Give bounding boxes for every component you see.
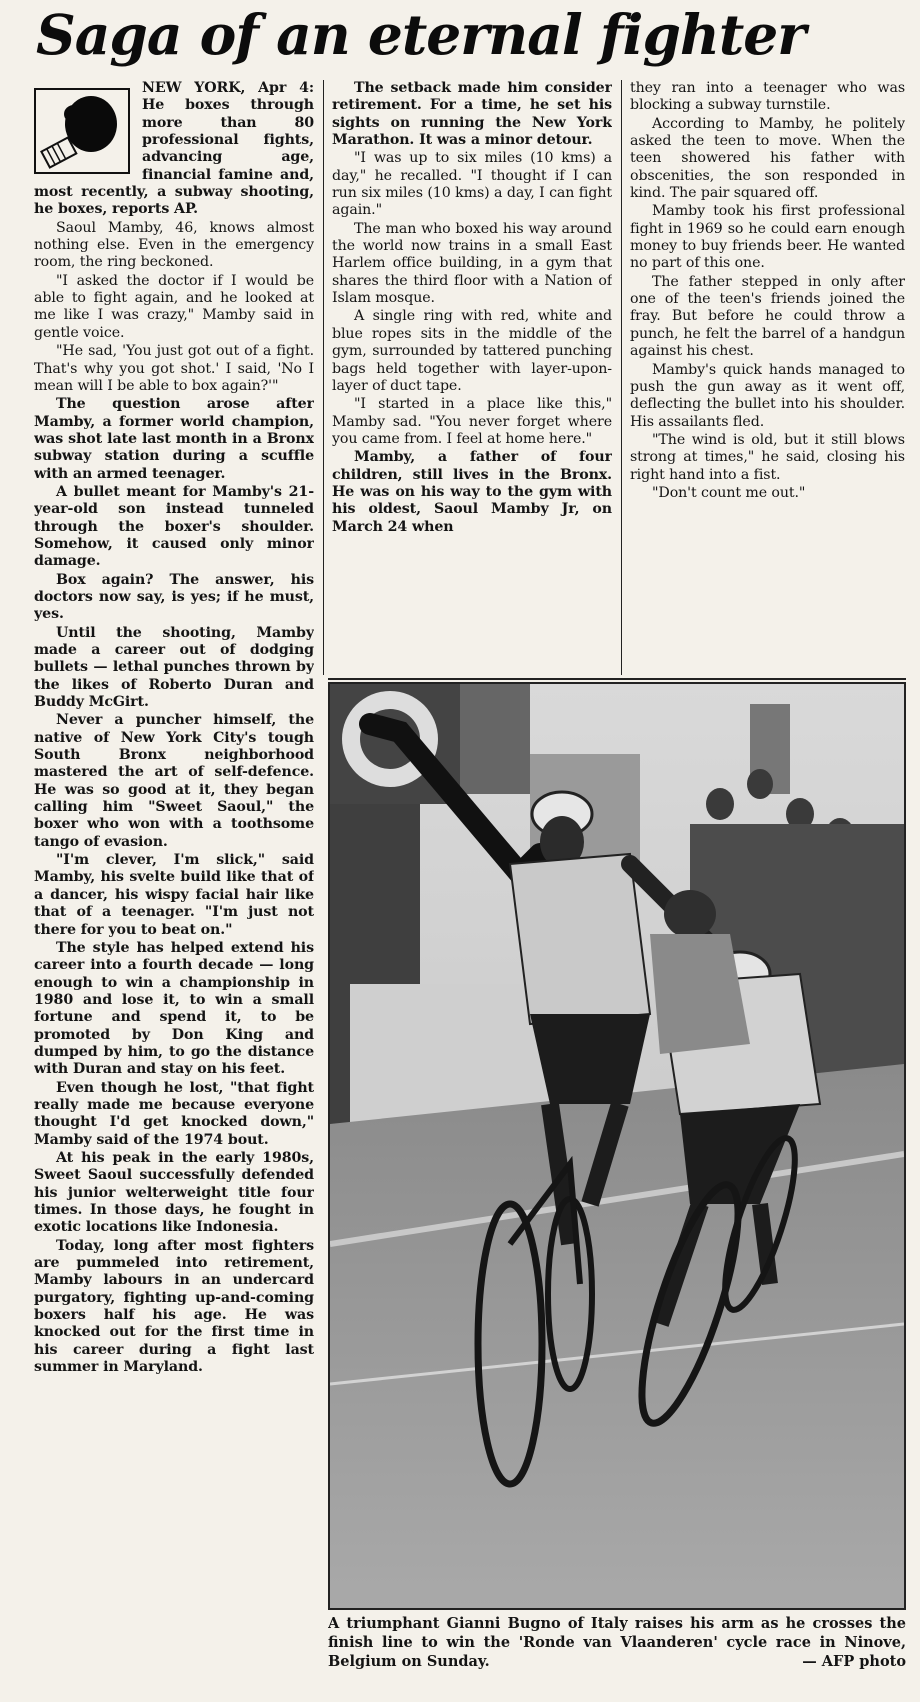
boxing-glove-icon xyxy=(34,88,130,174)
cyclists-photo xyxy=(328,682,906,1610)
paragraph: Mamby, a father of four children, still lives in the Bronx. He was on his way to the gym with his oldest, Saoul Mamby Jr, on March 24 when xyxy=(332,449,612,535)
paragraph: "I started in a place like this," Mamby sad. "You never forget where you came from. I feel at home here." xyxy=(332,396,612,447)
paragraph: Until the shooting, Mamby made a career out of dodging bullets — lethal punches thrown by the likes of Roberto Duran and Buddy McGirt. xyxy=(34,624,314,711)
paragraph: Even though he lost, "that fight really made me because everyone thought I'd get knocked down," Mamby said of the 1974 bout. xyxy=(34,1079,314,1148)
paragraph: "He sad, 'You just got out of a fight. That's why you got shot.' I said, 'No I mean will I be able to box again?'" xyxy=(34,343,314,394)
paragraph: Mamby's quick hands managed to push the gun away as it went off, deflecting the bullet into his shoulder. His assailants fled. xyxy=(630,361,905,430)
paragraph: The father stepped in only after one of the teen's friends joined the fray. But before he could throw a punch, he felt the barrel of a handgun against his chest. xyxy=(630,273,905,360)
article-column-1 xyxy=(34,80,314,1680)
paragraph: Mamby took his first professional fight in 1969 so he could earn enough money to buy friends beer. He wanted no part of this one. xyxy=(630,203,905,272)
paragraph: The man who boxed his way around the world now trains in a small East Harlem office building, in a gym that shares the third floor with a Nation of Islam mosque. xyxy=(332,220,612,307)
paragraph: A single ring with red, white and blue ropes sits in the middle of the gym, surrounded by tattered punching bags held together with layer-upon-layer of duct tape. xyxy=(332,308,612,394)
photo-illustration xyxy=(330,684,904,1608)
column-divider xyxy=(323,80,324,675)
paragraph: A bullet meant for Mamby's 21-year-old son instead tunneled through the boxer's shoulder. Somehow, it caused only minor damage. xyxy=(34,483,314,570)
dateline: NEW YORK, Apr 4: xyxy=(142,80,314,96)
paragraph: "I was up to six miles (10 kms) a day," he recalled. "I thought if I can run six miles (10 kms) a day, I can fight again." xyxy=(332,150,612,219)
paragraph: Today, long after most fighters are pummeled into retirement, Mamby labours in an undercard purgatory, fighting up-and-coming boxers half his age. He was knocked out for the first time in his career during a fight last summer in Maryland. xyxy=(34,1237,314,1376)
paragraph: The question arose after Mamby, a former world champion, was shot late last month in a Bronx subway station during a scuffle with an armed teenager. xyxy=(34,396,314,482)
paragraph: "I asked the doctor if I would be able to fight again, and he looked at me like I was crazy," Mamby said in gentle voice. xyxy=(34,272,314,341)
paragraph: Never a puncher himself, the native of New York City's tough South Bronx neighborhood mastered the art of self-defence. He was so good at it, they began calling him "Sweet Saoul," the boxer who won with a toothsome tango of evasion. xyxy=(34,712,314,850)
paragraph: The setback made him consider retirement. For a time, he set his sights on running the New York Marathon. It was a minor detour. xyxy=(332,80,612,149)
photo-top-rule xyxy=(328,678,906,680)
paragraph: "The wind is old, but it still blows strong at times," he said, closing his right hand into a fist. xyxy=(630,431,905,483)
article-column-2 xyxy=(332,80,612,670)
paragraph: "Don't count me out." xyxy=(652,484,806,501)
photo-caption xyxy=(328,1614,906,1692)
headline: Saga of an eternal fighter xyxy=(36,2,806,67)
paragraph: According to Mamby, he politely asked the teen to move. When the teen showered his father with obscenities, the son responded in kind. The pair squared off. xyxy=(630,115,905,202)
photo-credit: — AFP photo xyxy=(802,1653,906,1670)
lead-paragraph: He boxes through more than 80 professional fights, advancing age, financial famine and, most recently, a subway shooting, he boxes, reports AP. xyxy=(34,97,314,218)
article-column-3 xyxy=(630,80,905,670)
paragraph: Box again? The answer, his doctors now say, is yes; if he must, yes. xyxy=(34,571,314,623)
paragraph: they ran into a teenager who was blocking a subway turnstile. xyxy=(630,80,905,114)
paragraph: The style has helped extend his career into a fourth decade — long enough to win a championship in 1980 and lose it, to win a small fortune and spend it, to be promoted by Don King and dumped by him, to go the distance with Duran and stay on his feet. xyxy=(34,939,314,1078)
paragraph: At his peak in the early 1980s, Sweet Saoul successfully defended his junior welterweight title four times. In those days, he fought in exotic locations like Indonesia. xyxy=(34,1149,314,1236)
paragraph: Saoul Mamby, 46, knows almost nothing else. Even in the emergency room, the ring beckoned. xyxy=(34,219,314,271)
paragraph: "I'm clever, I'm slick," said Mamby, his svelte build like that of a dancer, his wispy facial hair like that of a teenager. "I'm just not there for you to beat on." xyxy=(34,852,314,938)
caption-text: A triumphant Gianni Bugno of Italy raises his arm as he crosses the finish line to win the 'Ronde van Vlaanderen' cycle race in Ninove, Belgium on Sunday. xyxy=(328,1615,906,1670)
column-divider xyxy=(621,80,622,675)
